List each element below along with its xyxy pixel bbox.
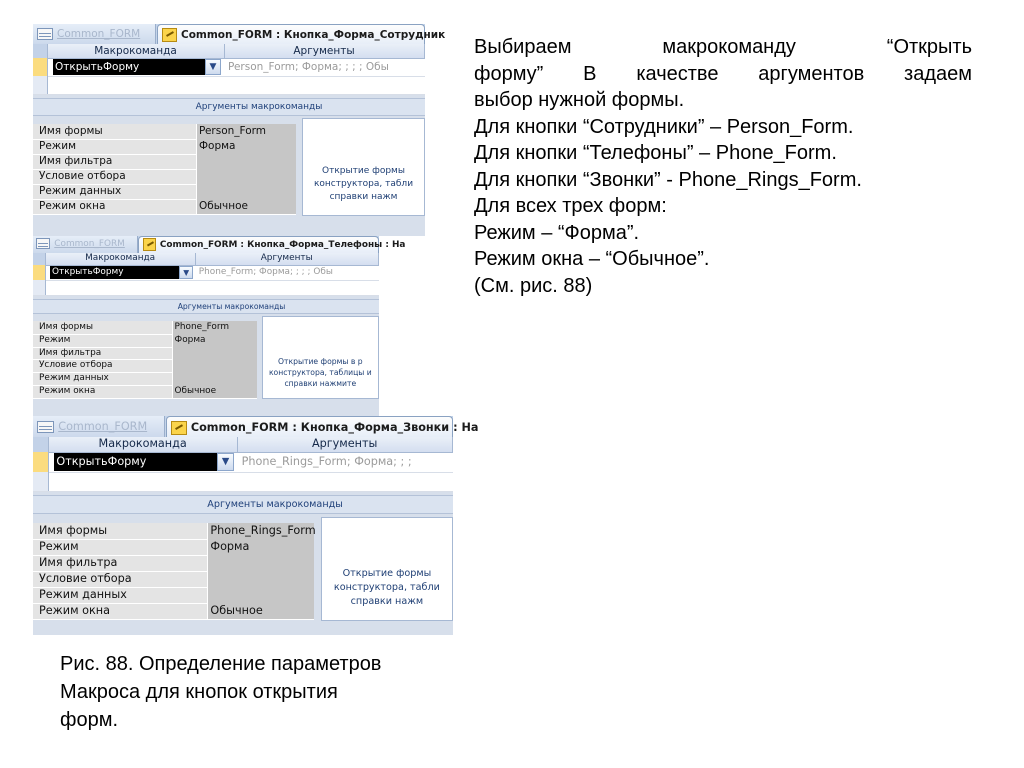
property-name: Имя формы — [39, 125, 103, 137]
description-text — [474, 34, 972, 299]
property-name: Режим окна — [39, 385, 96, 396]
property-name: Режим — [39, 140, 76, 152]
property-value-field[interactable] — [172, 359, 257, 372]
description-line: Для кнопки “Звонки” - Phone_Rings_Form. — [474, 168, 862, 191]
property-name: Имя формы — [39, 524, 108, 537]
row-selector[interactable] — [33, 76, 48, 94]
property-name: Режим данных — [39, 185, 122, 197]
macro-grid — [33, 253, 379, 296]
grid-header — [33, 437, 453, 453]
property-row — [33, 184, 296, 200]
property-name: Режим данных — [39, 588, 127, 602]
property-value-field[interactable] — [207, 555, 314, 571]
select-all-corner[interactable] — [33, 437, 49, 452]
property-name: Имя фильтра — [39, 556, 118, 570]
property-row — [33, 603, 314, 620]
property-row — [33, 199, 296, 215]
macro-row — [33, 472, 453, 492]
action-cell[interactable]: ОткрытьФорму — [50, 266, 180, 279]
arguments-cell: Phone_Rings_Form; Форма; ; ; — [241, 455, 412, 469]
property-name: Режим окна — [39, 604, 110, 618]
help-line: Открытие формы — [342, 567, 432, 579]
macro-editor-screenshot — [33, 236, 406, 416]
tab-common-form[interactable] — [33, 416, 165, 437]
macro-grid — [33, 44, 425, 94]
help-pane — [262, 316, 379, 400]
help-line: Открытие формы — [322, 166, 405, 176]
action-dropdown-button[interactable] — [217, 453, 234, 470]
property-row — [33, 523, 314, 540]
chevron-down-icon: ▼ — [183, 267, 190, 277]
description-line: (См. рис. 88) — [474, 274, 593, 297]
property-value-field[interactable]: Форма — [196, 139, 296, 154]
property-row — [33, 539, 314, 556]
tab-label: Common_FORM — [58, 420, 148, 433]
property-name: Условие отбора — [39, 572, 132, 586]
row-selector[interactable] — [33, 265, 46, 280]
column-header-arguments: Аргументы — [237, 437, 453, 452]
caption-line: Рис. 88. Определение параметров — [60, 653, 382, 675]
column-header-action: Макрокоманда — [47, 44, 225, 58]
column-header-arguments: Аргументы — [195, 253, 379, 265]
caption-line: Макроса для кнопок открытия — [60, 681, 338, 703]
help-pane — [321, 517, 453, 622]
tab-common-form[interactable] — [33, 236, 138, 253]
macro-editor-screenshot — [33, 24, 446, 236]
action-cell[interactable]: ОткрытьФорму — [53, 59, 205, 75]
row-selector[interactable] — [33, 58, 48, 76]
property-row — [33, 385, 257, 399]
macro-row — [33, 76, 425, 95]
macro-row — [33, 58, 425, 77]
caption-line: форм. — [60, 709, 119, 731]
tab-label: Common_FORM : Кнопка_Форма_Сотрудник — [181, 29, 446, 41]
figure-caption — [60, 650, 490, 734]
property-row — [33, 154, 296, 170]
arguments-section-header: Аргументы макрокоманды — [33, 299, 379, 315]
row-selector[interactable] — [33, 452, 49, 471]
column-header-action: Макрокоманда — [48, 437, 238, 452]
description-line: Режим окна – “Обычное”. — [474, 248, 710, 270]
macro-editor-screenshot — [33, 416, 479, 635]
document-tab-bar — [33, 24, 446, 44]
property-value-field[interactable] — [196, 154, 296, 169]
tab-macro-3[interactable] — [166, 416, 479, 437]
property-value-field[interactable]: Обычное — [172, 385, 257, 398]
chevron-down-icon: ▼ — [221, 456, 230, 468]
property-value-field[interactable]: Обычное — [207, 603, 314, 619]
help-line: конструктора, таблицы и — [268, 368, 372, 378]
property-row — [33, 139, 296, 155]
property-row — [33, 347, 257, 361]
property-row — [33, 169, 296, 185]
grid-header — [33, 44, 425, 59]
tab-macro-1[interactable] — [157, 24, 446, 44]
action-cell[interactable]: ОткрытьФорму — [54, 453, 217, 470]
property-value-field[interactable]: Форма — [172, 334, 257, 347]
arguments-section-header: Аргументы макрокоманды — [33, 98, 425, 116]
property-sheet — [33, 124, 296, 214]
select-all-corner[interactable] — [33, 44, 48, 58]
macro-row — [33, 265, 379, 281]
property-row — [33, 359, 257, 373]
property-value-field[interactable]: Phone_Form — [172, 321, 257, 334]
macro-icon — [171, 421, 187, 436]
property-value-field[interactable] — [172, 347, 257, 360]
row-selector[interactable] — [33, 472, 49, 491]
property-value-field[interactable] — [196, 169, 296, 184]
help-line: Открытие формы в р — [278, 356, 363, 366]
arguments-cell: Phone_Form; Форма; ; ; ; Обы — [198, 266, 333, 277]
description-line: Для всех трех форм: — [474, 195, 667, 217]
property-row — [33, 372, 257, 386]
tab-label: Common_FORM : Кнопка_Форма_Телефоны : На — [159, 240, 406, 250]
tab-label: Common_FORM — [57, 28, 141, 40]
form-icon — [37, 28, 53, 40]
property-name: Режим данных — [39, 373, 109, 383]
help-line: справки нажм — [350, 595, 424, 607]
description-line: Для кнопки “Телефоны” – Phone_Form. — [474, 142, 837, 164]
property-value-field[interactable]: Person_Form — [196, 124, 296, 139]
property-row — [33, 555, 314, 572]
description-line: форму” В качестве аргументов задаем — [474, 62, 972, 85]
action-dropdown-button[interactable] — [205, 59, 221, 75]
help-text — [322, 567, 452, 609]
description-line: Для кнопки “Сотрудники” – Person_Form. — [474, 115, 854, 138]
column-header-arguments: Аргументы — [224, 44, 425, 58]
property-name: Режим — [39, 334, 71, 345]
tab-label: Common_FORM : Кнопка_Форма_Звонки : На — [190, 421, 479, 434]
property-name: Имя фильтра — [39, 347, 102, 358]
document-tab-bar — [33, 236, 406, 253]
property-sheet — [33, 523, 314, 619]
property-value-field[interactable] — [196, 184, 296, 199]
macro-icon — [143, 238, 156, 250]
property-row — [33, 571, 314, 588]
macro-row — [33, 280, 379, 296]
description-line: Режим – “Форма”. — [474, 221, 640, 244]
help-pane — [302, 118, 425, 216]
chevron-down-icon: ▼ — [209, 62, 217, 72]
description-line: Выбираем макрокоманду “Открыть — [474, 36, 972, 58]
property-value-field[interactable]: Обычное — [196, 199, 296, 214]
property-row — [33, 334, 257, 348]
property-row — [33, 124, 296, 140]
tab-label: Common_FORM — [54, 239, 125, 249]
macro-row — [33, 452, 453, 472]
document-tab-bar — [33, 416, 479, 437]
property-name: Имя формы — [39, 322, 94, 332]
description-line: выбор нужной формы. — [474, 89, 685, 111]
property-value-field[interactable] — [207, 571, 314, 587]
macro-icon — [162, 28, 177, 42]
property-name: Имя фильтра — [39, 155, 113, 167]
property-name: Режим окна — [39, 200, 106, 212]
property-sheet — [33, 321, 257, 398]
property-name: Условие отбора — [39, 360, 113, 371]
property-value-field[interactable] — [172, 372, 257, 385]
help-line: справки нажм — [329, 192, 398, 202]
tab-common-form[interactable] — [33, 24, 156, 44]
action-dropdown-button[interactable] — [179, 266, 193, 279]
arguments-cell: Person_Form; Форма; ; ; ; Обы — [228, 61, 389, 73]
help-text — [263, 356, 378, 389]
help-line: конструктора, табли — [333, 581, 440, 593]
arguments-section-header: Аргументы макрокоманды — [33, 495, 453, 514]
property-row — [33, 587, 314, 604]
property-value-field[interactable]: Форма — [207, 539, 314, 555]
property-value-field[interactable] — [207, 587, 314, 603]
form-icon — [36, 238, 50, 249]
row-selector[interactable] — [33, 280, 46, 295]
property-row — [33, 321, 257, 335]
property-value-field[interactable]: Phone_Rings_Form — [207, 523, 314, 539]
tab-macro-2[interactable] — [138, 236, 406, 253]
macro-grid — [33, 437, 453, 491]
help-text — [303, 165, 424, 204]
column-header-action: Макрокоманда — [45, 253, 196, 265]
help-line: конструктора, табли — [313, 179, 414, 189]
property-name: Режим — [39, 540, 79, 554]
form-icon — [37, 421, 54, 434]
help-line: справки нажмите — [284, 379, 357, 389]
property-name: Условие отбора — [39, 170, 126, 182]
